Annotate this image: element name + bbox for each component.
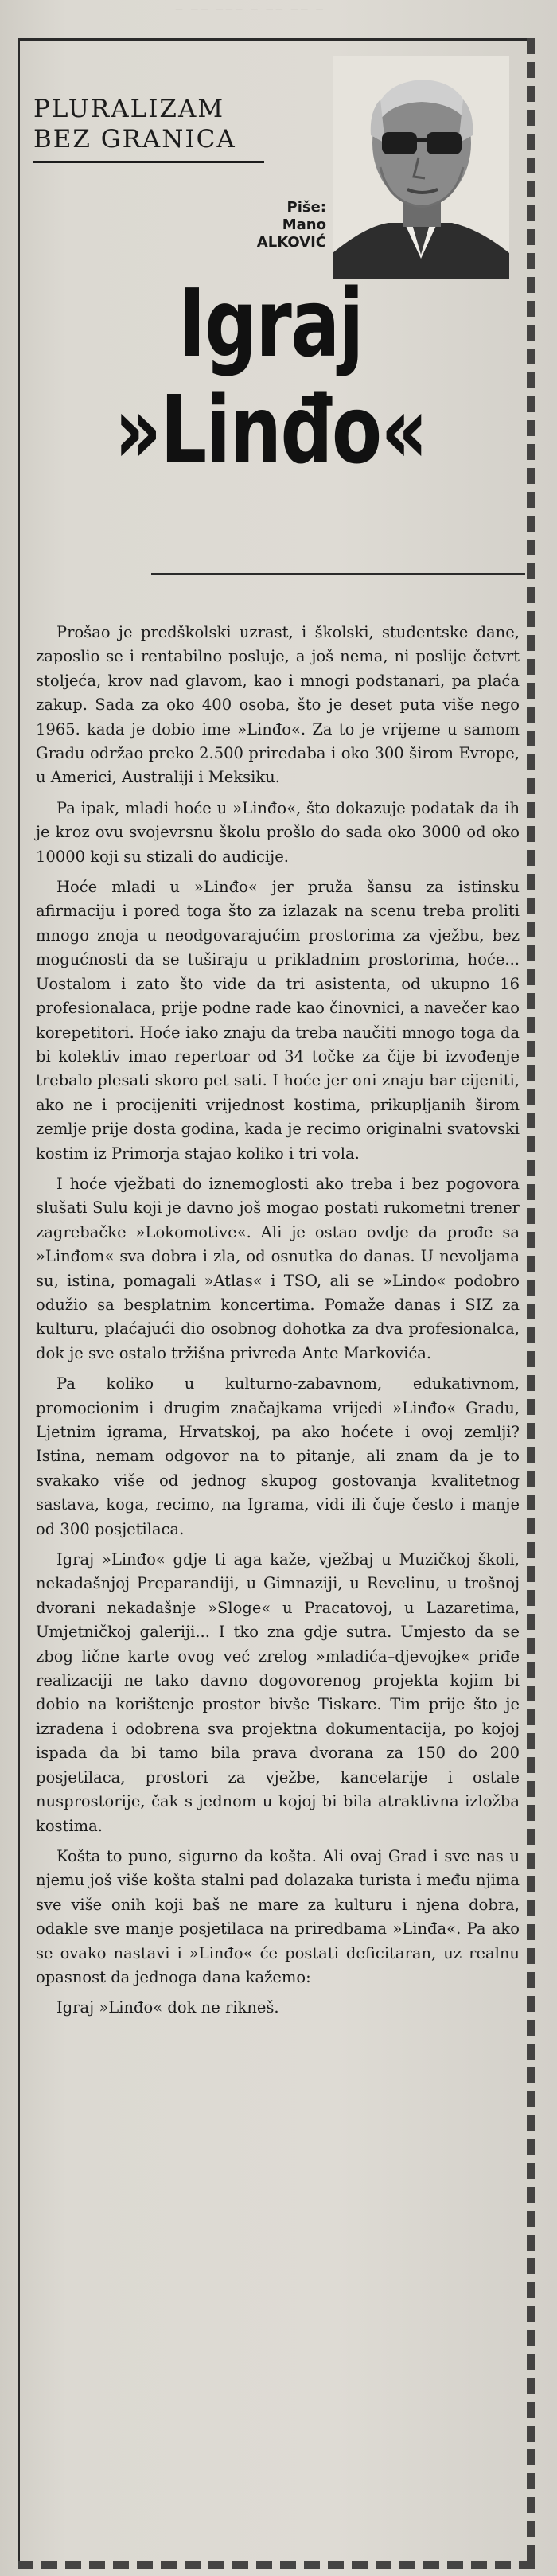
article-paragraph: I hoće vježbati do iznemoglosti ako treba i bez pogovora slušati Sulu koji je davno još mogao postati rukometni trener zagrebačke »Lokomotive«. Ali je ostao ovdje da prođe sa »Linđom« sva dobra i zla, od osnutka do danas. U nevoljama su, istina, pomagali »Atlas« i TSO, ali se »Linđo« podobro odužio sa besplatnim koncertima. Pomaže danas i SIZ za kulturu, plaćajući dio osobnog dohotka za dva profesionalca, dok je sve ostalo tržišna privreda Ante Markovića.: [36, 1174, 520, 1362]
article-paragraph: Košta to puno, sigurno da košta. Ali ovaj Grad i sve nas u njemu još više košta stalni pad dolazaka turista i među njima sve više onih koji baš ne mare za kulturu i njena dobra, odakle sve manje posjetilaca na priredbama »Linđa«. Pa ako se ovako nastavi i »Linđo« će postati deficitaran, uz realnu opasnost da jednoga dana kažemo:: [36, 1846, 520, 1986]
byline: [223, 199, 326, 251]
article-paragraph: Pa ipak, mladi hoće u »Linđo«, što dokazuje podatak da ih je kroz ovu svojevrsnu školu prošlo do sada oko 3000 od oko 10000 koji su stizali do audicije.: [36, 798, 520, 866]
byline-prefix: Piše:: [286, 199, 326, 216]
article-paragraph: Igraj »Linđo« gdje ti aga kaže, vježbaj u Muzičkoj školi, nekadašnjoj Preparandiji, u Gimnaziji, u Revelinu, u trošnoj dvorani nekadašnje »Sloge« u Pracatovoj, u Lazaretima, Umjetničkoj galeriji... I tko zna gdje sutra. Umjesto da se zbog lične karte ovog već zrelog »mladića–djevojke« priđe realizaciji ne tako davno dogovorenog projekta kojim bi dobio na korištenje prostor bivše Tiskare. Tim prije što je izrađena i odobrena sva projektna dokumentacija, po kojoj ispada da bi tamo bila prava dvorana za 150 do 200 posjetilaca, prostori za vježbe, kancelarije i ostale nusprostorije, čak s jednom u kojoj bi bila atraktivna izložba kostima.: [36, 1550, 520, 1835]
column-frame-right-rule: [527, 38, 535, 2561]
column-label: [33, 94, 268, 154]
article-paragraph: Hoće mladi u »Linđo« jer pruža šansu za istinsku afirmaciju i pored toga što za izlazak na scenu treba proliti mnogo znoja u neodgovarajućim prostorima za vježbu, bez mogućnosti da se tuširaju u prikladnim prostorima, hoće... Uostalom i zato što vide da tri asistenta, od ukupno 16 profesionalaca, prije podne rade kao činovnici, a navečer kao korepetitori. Hoće iako znaju da treba naučiti mnogo toga da bi kolektiv imao repertoar od 34 točke za čije bi izvođenje trebalo plesati skoro pet sati. I hoće jer oni znaju bar cijeniti, ako ne i procijeniti vrijednost kostima, prikupljanih širom zemlje prije dosta godina, kada je recimo originalni svatovski kostim iz Primorja stajao koliko i tri vola.: [36, 878, 520, 1163]
column-label-line1: PLURALIZAM: [33, 95, 225, 123]
column-frame-bottom-rule: [18, 2561, 535, 2569]
article-paragraph: Prošao je predškolski uzrast, i školski, studentske dane, zaposlio se i rentabilno posluje, a još nema, ni poslije četvrt stoljeća, krov nad glavom, kao i mnogi podstanari, pa plaća zakup. Sada za oko 400 osoba, što je deset puta više nego 1965. kada je dobio ime »Linđo«. Za to je vrijeme u samom Gradu održao preko 2.500 priredaba i oko 300 širom Evrope, u Americi, Australiji i Meksiku.: [36, 623, 520, 787]
author-portrait: [333, 56, 509, 279]
column-label-line2: BEZ GRANICA: [33, 125, 236, 154]
headline-line2: »Linđo«: [114, 375, 427, 485]
column-label-rule: [33, 161, 264, 163]
bleed-through-text: ‒ ‒‒ ‒‒‒ ‒ ‒‒ ‒‒ ‒: [175, 2, 325, 17]
headline-line1: Igraj: [178, 268, 363, 378]
article-paragraph: Igraj »Linđo« dok ne rikneš.: [56, 1998, 279, 2017]
article-paragraph: Pa koliko u kulturno-zabavnom, edukativnom, promocionim i drugim značajkama vrijedi »Linđo« Gradu, Ljetnim igrama, Hrvatskoj, pa ako hoćete i ovoj zemlji? Istina, nemam odgovor na to pitanje, ali znam da je to svakako više od jednog skupog gostovanja kvalitetnog sastava, koga, recimo, na Igrama, vidi ili čuje često i manje od 300 posjetilaca.: [36, 1374, 520, 1538]
article-body: [36, 621, 520, 2021]
byline-last-name: ALKOVIĆ: [256, 234, 326, 251]
headline-rule: [151, 573, 525, 575]
byline-first-name: Mano: [282, 216, 326, 233]
headline: [24, 268, 517, 485]
